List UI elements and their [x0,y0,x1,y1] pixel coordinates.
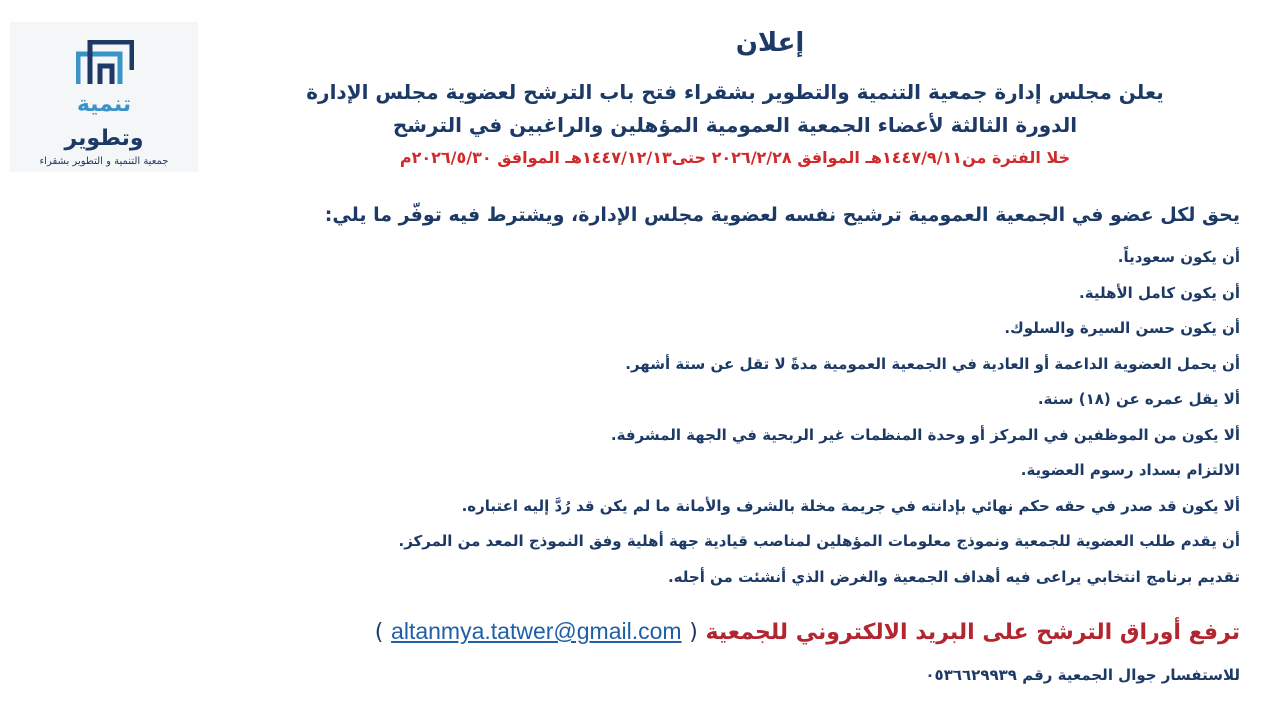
intro-line-2: الدورة الثالثة لأعضاء الجمعية العمومية المؤهلين والراغبين في الترشح [392,113,1078,137]
logo-line2: وتطوير [64,126,144,151]
nomination-period: خلا الفترة من١٤٤٧/٩/١١هـ الموافق ٢٠٢٦/٢/٢٨ حتى١٤٤٧/١٢/١٣هـ الموافق ٢٠٢٦/٥/٣٠م [399,148,1071,167]
close-paren: ) [374,620,384,645]
condition-item: ألا يقل عمره عن (١٨) سنة. [1037,390,1240,408]
condition-item: تقديم برنامج انتخابي يراعى فيه أهداف الجمعية والغرض الذي أنشئت من أجله. [667,567,1240,586]
open-paren: ( [689,620,698,645]
submission-line [40,618,1240,645]
condition-item: أن يحمل العضوية الداعمة أو العادية في الجمعية العمومية مدةً لا تقل عن ستة أشهر. [625,354,1240,373]
submission-text: ترفع أوراق الترشح على البريد الالكتروني للجمعية [705,620,1240,645]
requirements-heading: يحق لكل عضو في الجمعية العمومية ترشيح نفسه لعضوية مجلس الإدارة، ويشترط فيه توفّر ما يلي: [324,204,1240,226]
intro-line-1: يعلن مجلس إدارة جمعية التنمية والتطوير بشقراء فتح باب الترشح لعضوية مجلس الإدارة [306,80,1164,104]
condition-item: أن يكون حسن السيرة والسلوك. [1004,319,1240,337]
email-link[interactable]: altanmya.tatwer@gmail.com [391,618,682,644]
condition-item: أن يكون سعودياً. [1117,248,1240,266]
conditions-list [40,240,1240,595]
logo-mark-icon [76,40,134,86]
condition-item: أن يكون كامل الأهلية. [1079,283,1240,302]
logo-tagline: جمعية التنمية و التطوير بشقراء [39,156,169,167]
condition-item: ألا يكون من الموظفين في المركز أو وحدة المنظمات غير الربحية في الجهة المشرفة. [610,425,1240,444]
logo [10,22,198,172]
condition-item: أن يقدم طلب العضوية للجمعية ونموذج معلومات المؤهلين لمناصب قيادية جهة أهلية وفق النموذج المعد من المركز. [398,532,1240,550]
logo-line1: تنمية [76,92,132,117]
condition-item: الالتزام بسداد رسوم العضوية. [1020,461,1240,479]
condition-item: ألا يكون قد صدر في حقه حكم نهائي بإدانته في جريمة مخلة بالشرف والأمانة ما لم يكن قد رُدَّ إليه اعتباره. [461,496,1240,515]
contact-line: للاستفسار جوال الجمعية رقم ٠٥٣٦٦٢٩٩٣٩ [925,666,1240,684]
page-title: إعلان [735,28,805,58]
